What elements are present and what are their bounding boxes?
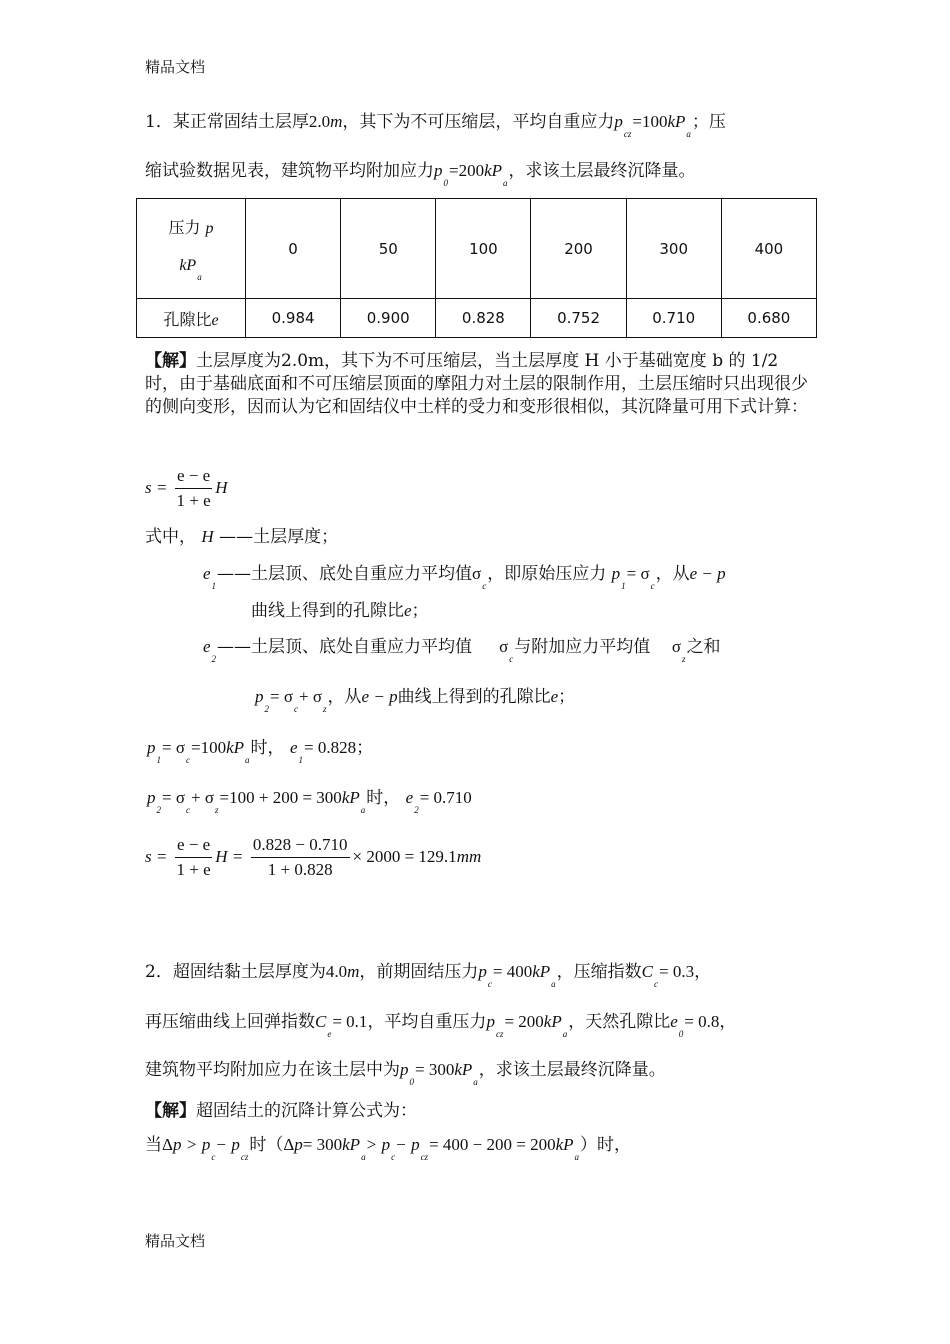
table-cell: 0.900 [341, 299, 436, 338]
e2-definition-line2: $p_2= \sigma_c+ \sigma_z$，从e − p曲线上得到的孔隙比e； [255, 687, 576, 714]
solution1-paragraph: 【解】土层厚度为2.0m，其下为不可压缩层，当土层厚度 H 小于基础宽度 b 的 1/2 时，由于基础底面和不可压缩层顶面的摩阻力对土层的限制作用，土层压缩时只出现很少的侧向变形，因而认为它和固结仪中土样的受力和变形很相似，其沉降量可用下式计算： [145, 351, 808, 417]
page-footer: 精品文档 [145, 1232, 206, 1250]
e1-definition-line2: 曲线上得到的孔隙比e； [251, 601, 429, 621]
compression-test-table [136, 198, 817, 338]
where-line: 式中， H ——土层厚度； [145, 527, 339, 547]
table-row-pressure [137, 199, 817, 299]
void-ratio-header-cell: 孔隙比e [137, 299, 246, 338]
problem-number: 2． [145, 962, 173, 982]
calc-line-1: $p_1= \sigma_c=100kP_a$时， $e_1= 0.828$； [147, 738, 374, 765]
result-formula: s = $\frac{e - e}{1 + e}$ H = $\frac{0.828 - 0.710}{1 + 0.828}$ × 2000 = 129.1mm [145, 835, 482, 879]
table-cell: 0.828 [436, 299, 531, 338]
calc-line-2: $p_2= \sigma_c+ \sigma_z=100 + 200 = 300kP_a$时， $e_2= 0.710$ [147, 788, 472, 815]
table-cell: 0.752 [531, 299, 626, 338]
table-cell: 0.984 [246, 299, 341, 338]
e1-definition: $e_1——$土层顶、底处自重应力平均值$\sigma_c$，即原始压应力 $p_1= \sigma_c$，从e − p [203, 564, 726, 591]
table-cell: 0.680 [721, 299, 816, 338]
page-header: 精品文档 [145, 58, 206, 76]
problem-number: 1． [145, 112, 173, 132]
table-cell: 100 [436, 199, 531, 299]
table-cell: 400 [721, 199, 816, 299]
table-cell: 0.710 [626, 299, 721, 338]
e2-definition: $e_2——$土层顶、底处自重应力平均值 $\sigma_c$与附加应力平均值 $\sigma_z$之和 [203, 637, 721, 664]
problem1-line2: 缩试验数据见表，建筑物平均附加应力$p_0=200kP_a$，求该土层最终沉降量。 [145, 161, 696, 188]
problem2-line2: 再压缩曲线上回弹指数$C_e= 0.1$，平均自重压力$p_{cz}= 200kP_a$，天然孔隙比$e_0= 0.8$， [145, 1012, 737, 1039]
pressure-header-cell: 压力 p $kP_a$ [137, 199, 246, 299]
table-cell: 50 [341, 199, 436, 299]
problem2-line3: 建筑物平均附加应力在该土层中为$p_0= 300kP_a$，求该土层最终沉降量。 [145, 1060, 666, 1087]
solution2-condition: 当$\Delta p > p_c- p_{cz}$时$(\Delta p= 300kP_a> p_c- p_{cz}= 400 - 200 = 200kP_a)$时， [145, 1135, 632, 1162]
table-cell: 0 [246, 199, 341, 299]
problem2-line1: 2．超固结黏土层厚度为4.0m，前期固结压力$p_c= 400kP_a$，压缩指数$C_c= 0.3$， [145, 962, 712, 989]
settlement-formula: s = $\frac{e - e}{1 + e}$ H [145, 466, 228, 510]
problem1-line1: 1．某正常固结土层厚2.0m，其下为不可压缩层，平均自重应力$p_{cz}=100kP_a$；压 [145, 112, 726, 139]
solution2-intro: 【解】超固结土的沉降计算公式为： [145, 1101, 417, 1121]
table-cell: 300 [626, 199, 721, 299]
table-row-void-ratio [137, 299, 817, 338]
table-cell: 200 [531, 199, 626, 299]
